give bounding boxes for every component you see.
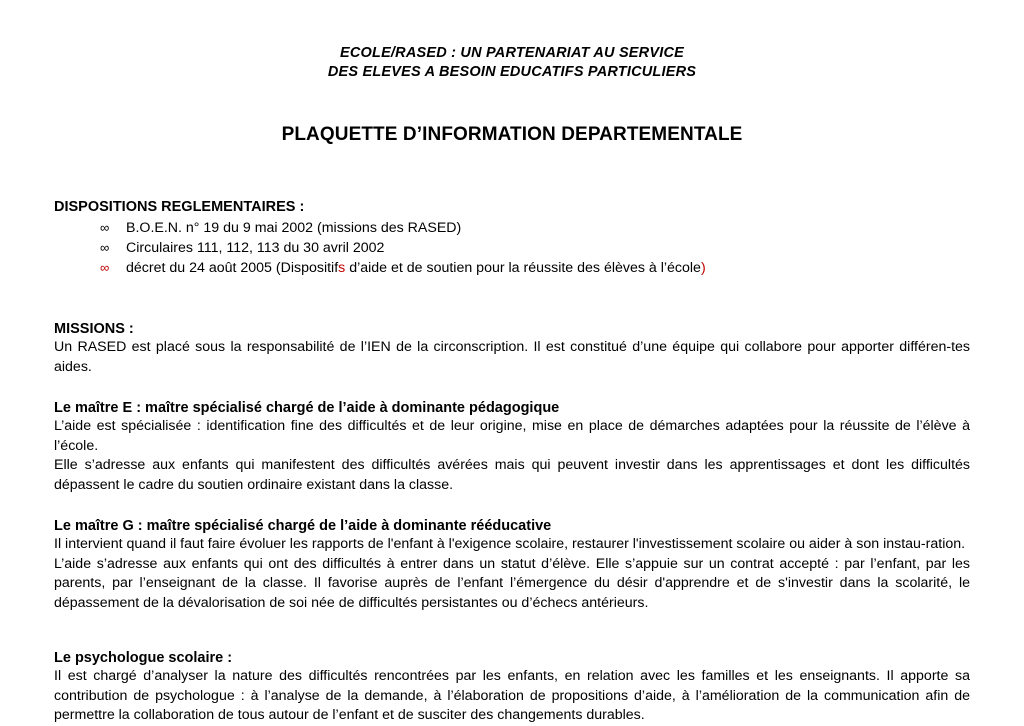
- section-psychologue: [54, 649, 970, 726]
- header-line-2: DES ELEVES A BESOIN EDUCATIFS PARTICULIERS: [327, 64, 697, 80]
- infinity-bullet-icon: ∞: [100, 260, 110, 275]
- list-item-label: Circulaires 111, 112, 113 du 30 avril 2002: [126, 240, 385, 256]
- list-item-text-part-highlight: ): [700, 260, 706, 276]
- section-heading-maitre-e: Le maître E : maître spécialisé chargé de l’aide à dominante pédagogique: [54, 400, 560, 416]
- infinity-bullet-icon: ∞: [100, 220, 110, 235]
- section-heading-missions: MISSIONS :: [54, 321, 134, 337]
- list-item: [54, 258, 970, 278]
- header-line-1: ECOLE/RASED : UN PARTENARIAT AU SERVICE: [339, 45, 684, 61]
- list-item: [54, 218, 970, 238]
- list-item-text-part: décret du 24 août 2005 (Dispositif: [126, 260, 339, 276]
- psychologue-paragraph: Il est chargé d’analyser la nature des difficultés rencontrées par les enfants, en relation avec les familles et les enseignants. Il apporte sa contribution de psychologue : à l’analyse de la demande, à l’élaboration de propositions d’aide, à l’amélioration de la communication afin de permettre la collaboration de tous autour de l’enfant et de susciter des changements durables.: [54, 668, 970, 723]
- section-dispositions: [54, 198, 970, 278]
- list-item: [54, 238, 970, 258]
- dispositions-list: [54, 218, 970, 278]
- maitre-e-paragraph-2: Elle s’adresse aux enfants qui manifestent des difficultés avérées mais qui peuvent investir dans les apprentissages et dont les difficultés dépassent le cadre du soutien ordinaire existant dans la classe.: [54, 457, 970, 493]
- maitre-e-paragraph-1: L’aide est spécialisée : identification fine des difficultés et de leur origine, mise en place de démarches adaptées pour la réussite de l’élève à l’école.: [54, 418, 970, 454]
- document-header: [54, 44, 970, 82]
- page-title: PLAQUETTE D’INFORMATION DEPARTEMENTALE: [281, 124, 743, 145]
- list-item-text-part-highlight: s: [338, 260, 346, 276]
- maitre-g-paragraph-1: Il intervient quand il faut faire évoluer les rapports de l'enfant à l'exigence scolaire, restaurer l'investissement scolaire ou aider à son instau-ration.: [54, 536, 966, 552]
- section-heading-maitre-g: Le maître G : maître spécialisé chargé de l’aide à dominante rééducative: [54, 518, 552, 534]
- section-heading-psychologue: Le psychologue scolaire :: [54, 650, 233, 666]
- infinity-bullet-icon: ∞: [100, 240, 110, 255]
- section-maitre-g: [54, 517, 970, 613]
- list-item-label: [126, 260, 706, 276]
- section-heading-dispositions: DISPOSITIONS REGLEMENTAIRES :: [54, 199, 305, 215]
- maitre-g-paragraph-2: L’aide s’adresse aux enfants qui ont des difficultés à entrer dans un statut d’élève. Elle s’appuie sur un contrat accepté : par l’enfant, par les parents, par l’enseignant de la classe. Il favorise auprès de l’enfant l’émergence du désir d'apprendre et de s'investir dans la scolarité, le dépassement de la dévalorisation de soi née de difficultés persistantes ou d’échecs antérieurs.: [54, 555, 970, 611]
- section-missions: [54, 320, 970, 377]
- list-item-text-part: d’aide et de soutien pour la réussite des élèves à l’école: [345, 260, 701, 276]
- missions-paragraph: Un RASED est placé sous la responsabilité de l’IEN de la circonscription. Il est constitué d’une équipe qui collabore pour apporter différen-tes aides.: [54, 339, 970, 375]
- list-item-label: B.O.E.N. n° 19 du 9 mai 2002 (missions des RASED): [126, 220, 462, 236]
- section-maitre-e: [54, 399, 970, 495]
